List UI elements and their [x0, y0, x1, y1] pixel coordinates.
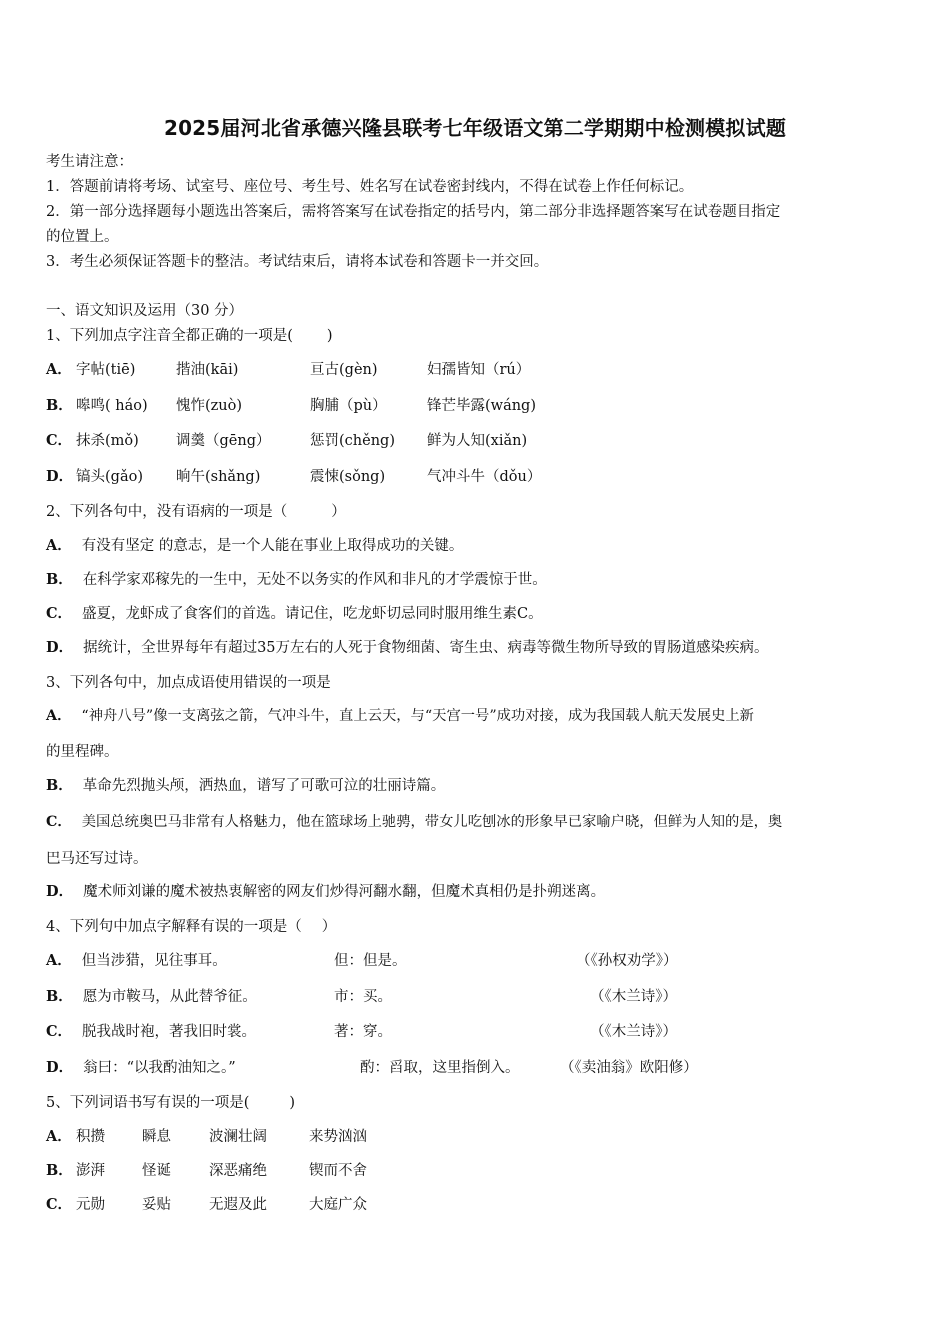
option-source: （《卖油翁》欧阳修） [560, 1060, 698, 1076]
option-word: 瞬息 [142, 1129, 171, 1145]
option-c-continued: 巴马还写过诗。 [46, 851, 148, 867]
option-b: B． 在科学家邓稼先的一生中，无处不以务实的作风和非凡的才学震惊于世。 [46, 571, 547, 588]
option-cell: 亘古(gèn) [310, 362, 378, 378]
notice-item: 的位置上。 [46, 229, 119, 245]
notice-item: 3．考生必须保证答题卡的整洁。考试结束后，请将本试卷和答题卡一并交回。 [46, 254, 549, 270]
option-source: （《木兰诗》） [590, 1024, 677, 1040]
question-3-stem: 3、下列各句中，加点成语使用错误的一项是 [46, 675, 331, 691]
option-a-label: A． [46, 361, 72, 378]
option-b-label: B． [46, 1162, 73, 1179]
option-word: 澎湃 [76, 1163, 105, 1179]
option-a-continued: 的里程碑。 [46, 744, 119, 760]
question-stem-end: ） [331, 504, 346, 520]
option-cell: 晌午(shǎng) [176, 469, 261, 485]
option-a-label: A． [46, 1128, 72, 1145]
option-source: （《孙权劝学》） [576, 953, 678, 969]
option-c: C． 美国总统奥巴马非常有人格魅力，他在篮球场上驰骋，带女儿吃刨冰的形象早已家喻户晓，但鲜为人知的是，奥 [46, 814, 783, 830]
option-a: A． 有没有坚定 的意志，是一个人能在事业上取得成功的关键。 [46, 537, 464, 554]
option-cell: 震悚(sǒng) [310, 469, 386, 485]
option-word: 积攒 [76, 1129, 105, 1145]
option-gloss: 市：买。 [334, 989, 392, 1005]
question-stem-end: ) [289, 1095, 296, 1111]
option-word: 怪诞 [142, 1163, 171, 1179]
question-stem-text: 1、下列加点字注音全都正确的一项是( [46, 328, 293, 344]
option-cell: 愧怍(zuò) [176, 398, 243, 414]
option-c: C． 脱我战时袍，著我旧时裳。 [46, 1023, 257, 1040]
notice-item: 2．第一部分选择题每小题选出答案后，需将答案写在试卷指定的括号内，第二部分非选择题答案写在试卷题目指定 [46, 204, 781, 220]
option-word: 大庭广众 [309, 1197, 367, 1213]
option-c: C． 盛夏，龙虾成了食客们的首选。请记住，吃龙虾切忌同时服用维生素C。 [46, 605, 543, 622]
option-word: 波澜壮阔 [209, 1129, 267, 1145]
notice-heading: 考生请注意： [46, 154, 133, 170]
option-c-label: C． [46, 1196, 73, 1213]
option-cell: 字帖(tiē) [76, 362, 136, 378]
question-2-stem [46, 502, 346, 522]
option-word: 妥贴 [142, 1197, 171, 1213]
section-heading: 一、语文知识及运用（30 分） [46, 303, 244, 319]
question-stem-end: ） [321, 919, 337, 935]
question-5-stem [46, 1093, 295, 1113]
option-cell: 调羹（gēng） [176, 433, 271, 449]
option-cell: 妇孺皆知（rú） [427, 362, 531, 378]
option-c-label: C． [46, 432, 73, 449]
option-cell: 抹杀(mǒ) [76, 433, 139, 449]
option-cell: 鲜为人知(xiǎn) [427, 433, 528, 449]
option-gloss: 著：穿。 [334, 1024, 392, 1040]
option-gloss: 酌：舀取，这里指倒入。 [360, 1060, 520, 1076]
option-cell: 嗥鸣( háo) [76, 398, 148, 414]
option-b-label: B． [46, 397, 73, 414]
option-d: D． 据统计，全世界每年有超过35万左右的人死于食物细菌、寄生虫、病毒等微生物所导致的胃肠道感染疾病。 [46, 639, 769, 656]
question-1-stem [46, 326, 333, 346]
question-stem-text: 4、下列句中加点字解释有误的一项是（ [46, 919, 302, 935]
option-word: 来势汹汹 [309, 1129, 367, 1145]
option-gloss: 但：但是。 [334, 953, 407, 969]
option-b: B． 革命先烈抛头颅，洒热血，谱写了可歌可泣的壮丽诗篇。 [46, 777, 446, 794]
option-cell: 惩罚(chěng) [310, 433, 395, 449]
option-word: 无遐及此 [209, 1197, 267, 1213]
question-stem-end: ) [326, 328, 333, 344]
option-word: 深恶痛绝 [209, 1163, 267, 1179]
option-cell: 锋芒毕露(wáng) [427, 398, 536, 414]
page-title: 2025届河北省承德兴隆县联考七年级语文第二学期期中检测模拟试题 [163, 116, 787, 140]
option-cell: 胸脯（pù） [310, 398, 387, 414]
option-d-label: D． [46, 468, 74, 485]
question-4-stem [46, 917, 336, 937]
option-cell: 气冲斗牛（dǒu） [427, 469, 542, 485]
option-word: 锲而不舍 [309, 1163, 367, 1179]
option-source: （《木兰诗》） [590, 989, 677, 1005]
question-stem-text: 5、下列词语书写有误的一项是( [46, 1095, 250, 1111]
option-a: A． “神舟八号”像一支离弦之箭，气冲斗牛，直上云天，与“天宫一号”成功对接，成为我国载人航天发展史上新 [46, 708, 754, 724]
option-word: 元勋 [76, 1197, 105, 1213]
option-d: D． 翁曰：“以我酌油知之。” [46, 1059, 236, 1076]
question-stem-text: 2、下列各句中，没有语病的一项是（ [46, 504, 288, 520]
option-a: A． 但当涉猎，见往事耳。 [46, 952, 227, 969]
option-cell: 揩油(kāi) [176, 362, 239, 378]
option-d: D． 魔术师刘谦的魔术被热衷解密的网友们炒得河翻水翻，但魔术真相仍是扑朔迷离。 [46, 883, 606, 900]
option-cell: 镐头(gǎo) [76, 469, 143, 485]
notice-item: 1．答题前请将考场、试室号、座位号、考生号、姓名写在试卷密封线内，不得在试卷上作任何标记。 [46, 179, 694, 195]
option-b: B． 愿为市鞍马，从此替爷征。 [46, 988, 257, 1005]
